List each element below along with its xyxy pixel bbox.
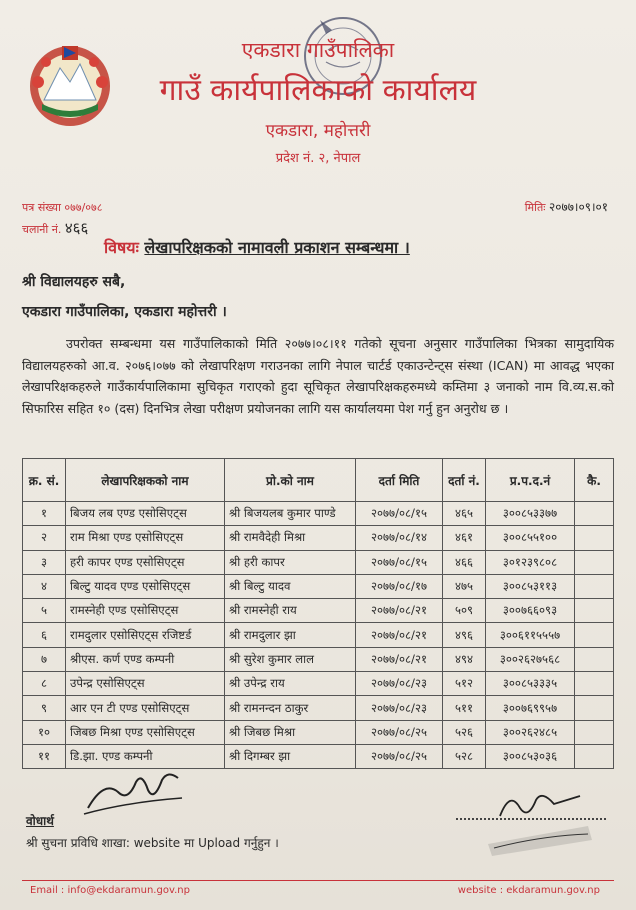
cell-cop-no: ३००२६२७५६८ (486, 647, 575, 671)
municipality-name: एकडारा गाउँपालिका (241, 38, 395, 62)
cell-reg-no: ५२८ (443, 744, 486, 768)
cell-reg-date: २०७७/०८/२१ (356, 599, 443, 623)
cell-remarks (575, 599, 614, 623)
patra-sankhya: पत्र संख्या ०७७/०७८ (22, 201, 103, 214)
cell-auditor-name: रामस्नेही एण्ड एसोसिएट्स (66, 599, 225, 623)
cell-auditor-name: राम मिश्रा एण्ड एसोसिएट्स (66, 526, 225, 550)
cell-auditor-name: बिजय लब एण्ड एसोसिएट्स (66, 502, 225, 526)
office-name: गाउँ कार्यपालिकाको कार्यालय (159, 73, 477, 108)
table-row (23, 696, 614, 720)
cell-remarks (575, 720, 614, 744)
cell-cop-no: ३००८५३११३ (486, 574, 575, 598)
bodhartha-label: वोधार्थ (26, 814, 54, 828)
cell-proprietor: श्री सुरेश कुमार लाल (225, 647, 356, 671)
date-value: २०७७।०९।०१ (548, 200, 608, 214)
table-row (23, 672, 614, 696)
date-label: मितिः (524, 201, 546, 214)
cell-sn: १० (23, 720, 66, 744)
cell-proprietor: श्री रामनन्दन ठाकुर (225, 696, 356, 720)
cell-reg-no: ४९४ (443, 647, 486, 671)
col-header-cop-no: प्र.प.द.नं (486, 459, 575, 502)
cell-auditor-name: जिबछ मिश्रा एण्ड एसोसिएट्स (66, 720, 225, 744)
cell-proprietor: श्री हरी कापर (225, 550, 356, 574)
chalani-label: चलानी नं. (22, 223, 62, 236)
chalani-number (22, 218, 88, 238)
footer-website: website : ekdaramun.gov.np (457, 885, 600, 896)
table-row (23, 550, 614, 574)
cell-auditor-name: आर एन टी एण्ड एसोसिएट्स (66, 696, 225, 720)
bodhartha-line: श्री सुचना प्रविधि शाखा: website मा Upload गर्नुहुन । (26, 836, 279, 850)
cell-sn: ८ (23, 672, 66, 696)
cell-cop-no: ३००८५५१०० (486, 526, 575, 550)
cell-remarks (575, 672, 614, 696)
officer-signature (78, 762, 188, 820)
col-header-remarks: कै. (575, 459, 614, 502)
cell-auditor-name: उपेन्द्र एसोसिएट्स (66, 672, 225, 696)
cell-cop-no: ३००७६९९५७ (486, 696, 575, 720)
cell-remarks (575, 623, 614, 647)
cell-proprietor: श्री बिजयलब कुमार पाण्डे (225, 502, 356, 526)
cell-reg-date: २०७७/०८/२१ (356, 647, 443, 671)
col-header-proprietor: प्रो.को नाम (225, 459, 356, 502)
subject-label: विषयः (104, 238, 139, 257)
cell-remarks (575, 526, 614, 550)
cell-sn: ७ (23, 647, 66, 671)
cell-reg-date: २०७७/०८/१७ (356, 574, 443, 598)
cell-reg-no: ४७५ (443, 574, 486, 598)
cell-reg-no: ४६६ (443, 550, 486, 574)
cell-auditor-name: श्रीएस. कर्ण एण्ड कम्पनी (66, 647, 225, 671)
table-row (23, 623, 614, 647)
table-row (23, 647, 614, 671)
cell-reg-date: २०७७/०८/२३ (356, 696, 443, 720)
cell-reg-date: २०७७/०८/२५ (356, 744, 443, 768)
table-row (23, 526, 614, 550)
cell-reg-no: ४६५ (443, 502, 486, 526)
cell-reg-no: ५११ (443, 696, 486, 720)
cell-remarks (575, 502, 614, 526)
cell-reg-date: २०७७/०८/२३ (356, 672, 443, 696)
cell-reg-date: २०७७/०८/१४ (356, 526, 443, 550)
signature-dotted-line (456, 818, 606, 820)
table-row (23, 574, 614, 598)
cell-auditor-name: रामदुलार एसोसिएट्स रजिष्टर्ड (66, 623, 225, 647)
cell-cop-no: ३००७६६०९३ (486, 599, 575, 623)
cell-proprietor: श्री बिल्टु यादव (225, 574, 356, 598)
col-header-reg-no: दर्ता नं. (443, 459, 486, 502)
cell-reg-date: २०७७/०८/२१ (356, 623, 443, 647)
cell-remarks (575, 574, 614, 598)
cell-sn: ४ (23, 574, 66, 598)
table-row (23, 720, 614, 744)
address-line-2: एकडारा गाउँपालिका, एकडारा महोत्तरी । (22, 304, 227, 320)
cell-reg-no: ४९६ (443, 623, 486, 647)
address-line-1: श्री विद्यालयहरु सबै, (22, 274, 126, 290)
cell-sn: २ (23, 526, 66, 550)
cell-reg-no: ५२६ (443, 720, 486, 744)
cell-reg-no: ५१२ (443, 672, 486, 696)
cell-cop-no: ३००८५३३७७ (486, 502, 575, 526)
cell-proprietor: श्री रामदुलार झा (225, 623, 356, 647)
table-row (23, 599, 614, 623)
cell-proprietor: श्री दिगम्बर झा (225, 744, 356, 768)
cell-auditor-name: डि.झा. एण्ड कम्पनी (66, 744, 225, 768)
cell-reg-date: २०७७/०८/१५ (356, 502, 443, 526)
cell-sn: ९ (23, 696, 66, 720)
subject-line (104, 236, 410, 258)
approver-signature-stamp (480, 786, 600, 856)
cell-reg-date: २०७७/०८/२५ (356, 720, 443, 744)
col-header-auditor-name: लेखापरिक्षकको नाम (66, 459, 225, 502)
cell-cop-no: ३००८५३३३५ (486, 672, 575, 696)
cell-cop-no: ३००८५३०३६ (486, 744, 575, 768)
cell-sn: ११ (23, 744, 66, 768)
cell-cop-no: ३०१२३९८०८ (486, 550, 575, 574)
cell-proprietor: श्री रामवैदेही मिश्रा (225, 526, 356, 550)
cell-sn: ५ (23, 599, 66, 623)
office-place: एकडारा, महोत्तरी (265, 121, 371, 141)
cell-sn: ३ (23, 550, 66, 574)
letter-body: उपरोक्त सम्बन्धमा यस गाउँपालिकाको मिति २०७७।०८।११ गतेको सूचना अनुसार गाउँपालिका भित्रका सामुदायिक विद्यालयहरुको आ.व. २०७६।०७७ को लेखापरिक्षण गराउनका लागि नेपाल चार्टर्ड एकाउन्टेन्ट्स संस्था (ICAN) मा आवद्ध भएका लेखापरिक्षकहरुले गाउँकार्यपालिकामा सुचिकृत गराएको हुदा सूचिकृत लेखापरिक्षकहरुमध्ये कम्तिमा ३ जनाको नाम वि.व्य.स.को सिफारिस सहित १० (दस) दिनभित्र लेखा परीक्षण प्रयोजनका लागि यस कार्यालयमा पेश गर्नु हुन अनुरोध छ । (22, 336, 614, 416)
cell-cop-no: ३००२६२४८५ (486, 720, 575, 744)
col-header-sn: क्र. सं. (23, 459, 66, 502)
footer-email: Email : info@ekdaramun.gov.np (30, 885, 190, 896)
cell-remarks (575, 696, 614, 720)
cell-reg-date: २०७७/०८/१५ (356, 550, 443, 574)
subject-text: लेखापरिक्षकको नामावली प्रकाशन सम्बन्धमा । (144, 238, 410, 257)
cell-remarks (575, 647, 614, 671)
table-row (23, 502, 614, 526)
cell-proprietor: श्री जिबछ मिश्रा (225, 720, 356, 744)
cell-auditor-name: बिल्टु यादव एण्ड एसोसिएट्स (66, 574, 225, 598)
cell-cop-no: ३००६११५५५७ (486, 623, 575, 647)
cell-reg-no: ४६१ (443, 526, 486, 550)
cell-remarks (575, 744, 614, 768)
cell-proprietor: श्री उपेन्द्र राय (225, 672, 356, 696)
cell-remarks (575, 550, 614, 574)
cell-sn: ६ (23, 623, 66, 647)
chalani-value: ४६६ (64, 219, 89, 237)
cell-sn: १ (23, 502, 66, 526)
footer-divider (22, 880, 614, 881)
auditor-table (22, 458, 614, 769)
cell-reg-no: ५०९ (443, 599, 486, 623)
letter-date (525, 198, 608, 215)
province-line: प्रदेश नं. २, नेपाल (275, 151, 361, 166)
col-header-reg-date: दर्ता मिति (356, 459, 443, 502)
cell-auditor-name: हरी कापर एण्ड एसोसिएट्स (66, 550, 225, 574)
table-header-row (23, 459, 614, 502)
cell-proprietor: श्री रामस्नेही राय (225, 599, 356, 623)
